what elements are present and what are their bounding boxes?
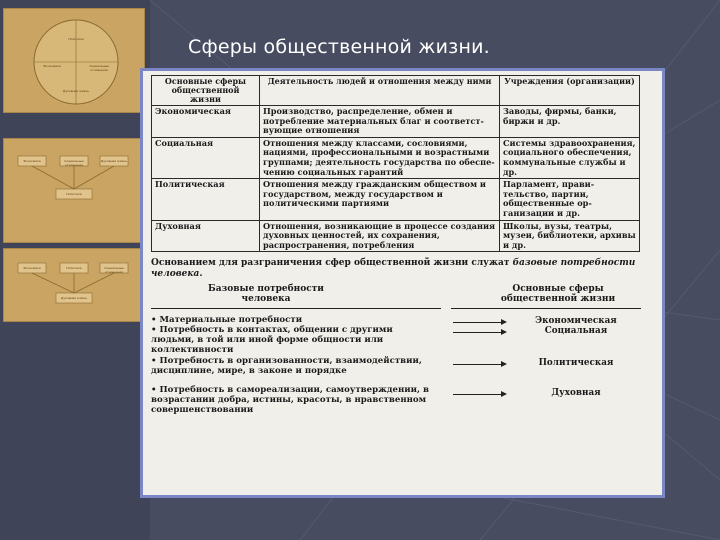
institutions-cell: Парламент, правительство, партии, общественные организации и др. bbox=[500, 179, 640, 220]
circle-label: Духовная жизнь bbox=[62, 89, 90, 93]
needs-right-header: Основные сферы общественной жизни bbox=[500, 284, 616, 305]
slide-title: Сферы общественной жизни. bbox=[188, 36, 490, 58]
header-underline bbox=[151, 308, 441, 309]
table-header: Деятельность людей и отношения между ними bbox=[260, 76, 500, 106]
arrow-icon bbox=[453, 394, 505, 395]
table-row bbox=[152, 106, 640, 138]
institutions-cell: Школы, вузы, театры, музеи, библиотеки, архивы и др. bbox=[500, 220, 640, 252]
table-header: Основные сферы общественной жизни bbox=[152, 76, 260, 106]
circle-diagram-icon bbox=[4, 9, 144, 112]
circle-label: Экономика bbox=[43, 64, 61, 68]
scanned-page bbox=[140, 68, 665, 498]
tree-label: Экономика bbox=[23, 159, 41, 163]
arrow-icon bbox=[453, 364, 505, 365]
need-sphere: Духовная bbox=[551, 388, 601, 399]
tree-label: Социальные отношения bbox=[64, 159, 84, 167]
tree-label: Социальные отношения bbox=[104, 266, 124, 274]
tree-label: Экономика bbox=[23, 266, 41, 270]
tree-label: Политика bbox=[66, 192, 82, 196]
basis-paragraph bbox=[151, 258, 656, 280]
table-row bbox=[152, 137, 640, 178]
table-row bbox=[152, 220, 640, 252]
circle-label: Политика bbox=[68, 37, 84, 41]
tree-diagram-icon bbox=[4, 249, 144, 321]
tree-diagram-thumbnail bbox=[3, 248, 145, 322]
basis-text: Основанием для разграничения сфер общественной жизни служат bbox=[151, 258, 513, 269]
activity-cell: Отношения между классами, сословиями, нациями, профессиональными и возрастными группами; деятельность государства по обеспечению социальных гарантий bbox=[260, 137, 500, 178]
tree-diagram-thumbnail bbox=[3, 138, 145, 243]
table-row bbox=[152, 179, 640, 220]
spheres-table bbox=[151, 75, 640, 252]
need-item: • Потребность в контактах, общении с другими людьми, в той или иной форме общности или коллективности bbox=[151, 325, 393, 355]
basis-end: . bbox=[199, 269, 203, 280]
activity-cell: Отношения, возникающие в процессе создания духовных ценностей, их сохранения, распространения, потребления bbox=[260, 220, 500, 252]
tree-label: Духовная жизнь bbox=[60, 296, 88, 300]
circle-label: Социальные отношения bbox=[89, 64, 109, 72]
need-item: • Материальные потребности bbox=[151, 315, 303, 326]
needs-header bbox=[151, 284, 656, 312]
activity-cell: Производство, распределение, обмен и потребление материальных благ и соответствующие отношения bbox=[260, 106, 500, 138]
need-sphere: Социальная bbox=[544, 326, 608, 337]
tree-label: Духовная жизнь bbox=[100, 159, 128, 163]
arrow-icon bbox=[453, 322, 505, 323]
need-item: • Потребность в самореализации, самоутверждении, в возрастании добра, истины, красоты, в нравственном совершенствовании bbox=[151, 385, 429, 415]
basis-emphasis: базовые потребности человека bbox=[151, 258, 636, 280]
sphere-cell: Социальная bbox=[152, 137, 260, 178]
tree-diagram-icon bbox=[4, 139, 144, 242]
tree-label: Политика bbox=[66, 266, 82, 270]
need-sphere: Политическая bbox=[538, 358, 614, 369]
needs-list bbox=[151, 312, 656, 420]
need-sphere: Экономическая bbox=[535, 316, 617, 327]
sphere-cell: Политическая bbox=[152, 179, 260, 220]
arrow-icon bbox=[453, 332, 505, 333]
table-header-row bbox=[152, 76, 640, 106]
header-underline bbox=[451, 308, 641, 309]
institutions-cell: Заводы, фирмы, банки, биржи и др. bbox=[500, 106, 640, 138]
sphere-cell: Духовная bbox=[152, 220, 260, 252]
activity-cell: Отношения между гражданским обществом и государством, между государством и политическими партиями bbox=[260, 179, 500, 220]
needs-left-header: Базовые потребности человека bbox=[208, 284, 324, 305]
need-item: • Потребность в организованности, взаимодействии, дисциплине, мире, в законе и порядке bbox=[151, 356, 422, 377]
page-content bbox=[151, 75, 656, 420]
sphere-cell: Экономическая bbox=[152, 106, 260, 138]
circle-diagram-thumbnail bbox=[3, 8, 145, 113]
table-header: Учреждения (организации) bbox=[500, 76, 640, 106]
institutions-cell: Системы здравоохранения, социального обеспечения, коммунальные службы и др. bbox=[500, 137, 640, 178]
